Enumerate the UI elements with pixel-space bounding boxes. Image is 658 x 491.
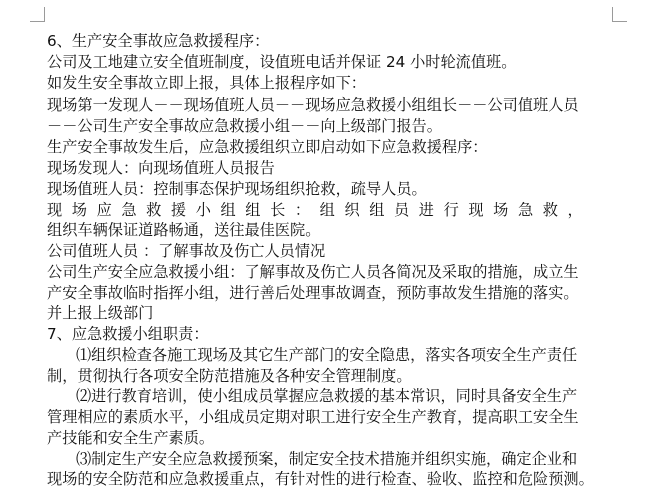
text-line: 公司值班人员 ：了解事故及伤亡人员情况: [47, 242, 326, 260]
text-line: 现场的安全防范和应急救援重点，有针对性的进行检查、验收、监控和危险预测。: [47, 470, 594, 488]
text-line: 制，贯彻执行各项安全防范措施及各种安全管理制度。: [47, 367, 412, 385]
text-line: 管理相应的素质水平，小组成员定期对职工进行安全生产教育，提高职工安全生: [47, 408, 579, 426]
text-line: 现场发现人：向现场值班人员报告: [47, 159, 275, 177]
text-line: 现场值班人员：控制事态保护现场组织抢救，疏导人员。: [47, 180, 427, 198]
text-line: 生产安全事故发生后，应急救援组织立即启动如下应急救援程序：: [47, 138, 488, 156]
text-line: 并上报上级部门: [47, 304, 154, 322]
crop-mark-top-right: [612, 7, 627, 22]
text-line: 现场应急救援小组组长：组织组员进行现场急救，: [47, 201, 593, 219]
crop-mark-top-left: [30, 7, 45, 22]
section-heading: 7、应急救援小组职责：: [47, 325, 209, 343]
text-line: ⑵进行教育培训，使小组成员掌握应急救援的基本常识，同时具备安全生产: [47, 387, 578, 405]
text-line: 公司生产安全应急救援小组：了解事故及伤亡人员各简况及采取的措施，成立生: [47, 263, 579, 281]
section-heading: 6、生产安全事故应急救援程序：: [47, 32, 270, 50]
text-line: 产安全事故临时指挥小组，进行善后处理事故调查，预防事故发生措施的落实。: [47, 284, 579, 302]
text-line: 如发生安全事故立即上报，具体上报程序如下：: [47, 74, 366, 92]
text-line: 公司及工地建立安全值班制度，设值班电话并保证 24 小时轮流值班。: [47, 53, 517, 71]
text-line: －－公司生产安全事故应急救援小组－－向上级部门报告。: [47, 117, 442, 135]
text-line: 产技能和安全生产素质。: [47, 429, 215, 447]
text-line: ⑶制定生产安全应急救援预案，制定安全技术措施并组织实施，确定企业和: [47, 450, 578, 468]
text-line: 现场第一发现人－－现场值班人员－－现场应急救援小组组长－－公司值班人员: [47, 96, 579, 114]
text-line: ⑴组织检查各施工现场及其它生产部门的安全隐患，落实各项安全生产责任: [47, 346, 578, 364]
text-line: 组织车辆保证道路畅通，送往最佳医院。: [47, 221, 321, 239]
